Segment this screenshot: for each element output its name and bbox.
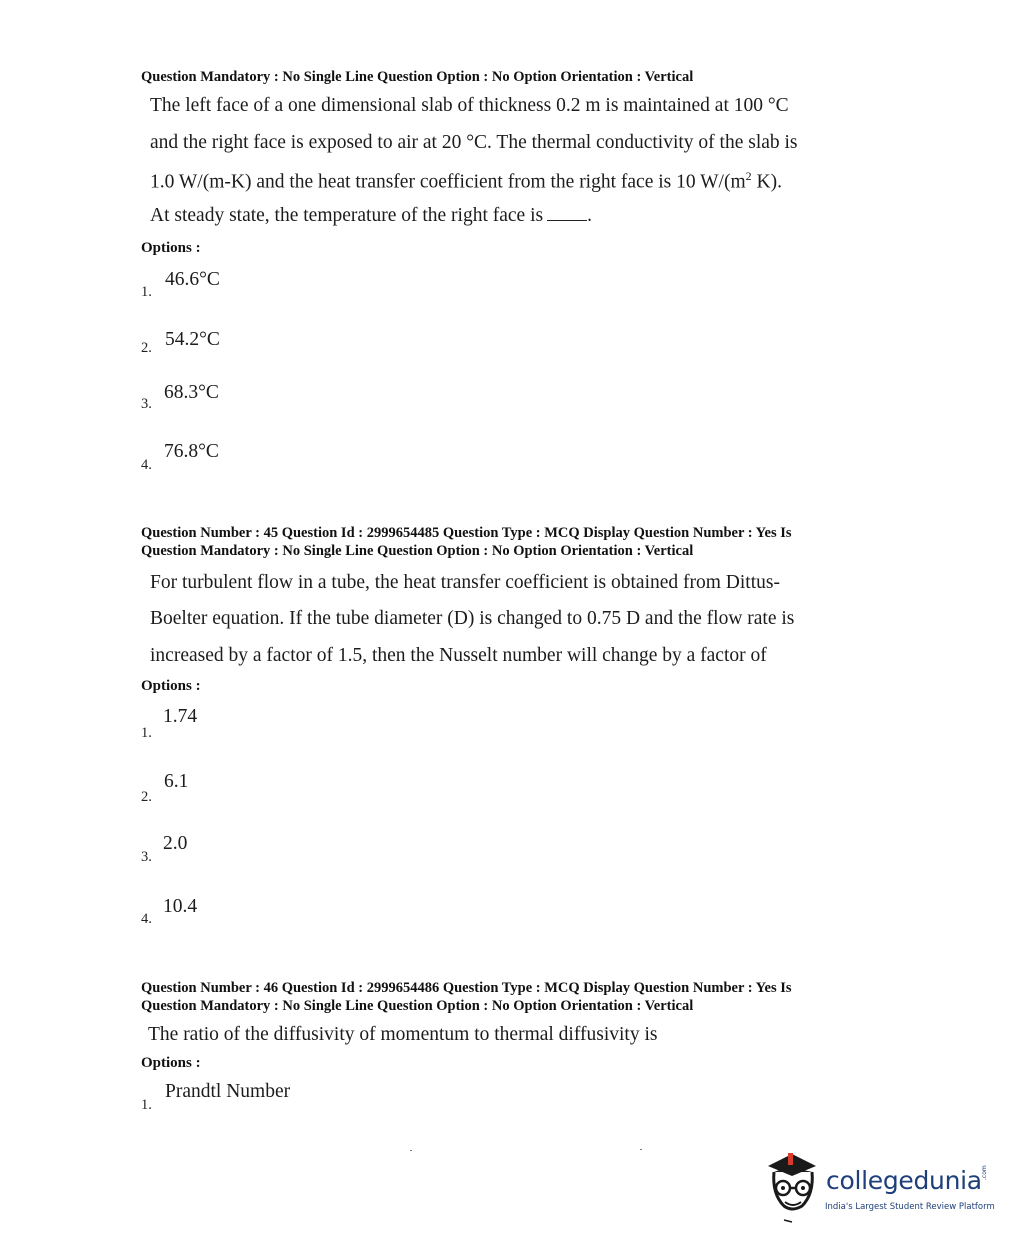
question-text-line: The ratio of the diffusivity of momentum to thermal diffusivity is bbox=[148, 1024, 658, 1045]
option-number: 2. bbox=[141, 340, 152, 356]
question-text-line: Boelter equation. If the tube diameter (D) is changed to 0.75 D and the flow rate is bbox=[150, 608, 795, 629]
option-text: 6.1 bbox=[164, 771, 189, 792]
option-text: 1.74 bbox=[163, 706, 198, 727]
question-text-line: The left face of a one dimensional slab of thickness 0.2 m is maintained at 100 °C bbox=[150, 95, 789, 116]
question-text-line: At steady state, the temperature of the right face is . bbox=[150, 205, 592, 226]
option-text: Prandtl Number bbox=[165, 1081, 291, 1102]
option-text: 68.3°C bbox=[164, 382, 219, 403]
logo-suffix: .com bbox=[981, 1165, 988, 1180]
option-text: 10.4 bbox=[163, 896, 198, 917]
logo-wordmark: collegedunia bbox=[826, 1166, 982, 1195]
question-text-line: and the right face is exposed to air at 20 °C. The thermal conductivity of the slab is bbox=[150, 132, 798, 153]
option-number: 3. bbox=[141, 396, 152, 412]
question-text-line: For turbulent flow in a tube, the heat transfer coefficient is obtained from Dittus- bbox=[150, 572, 780, 593]
question-meta: Question Mandatory : No Single Line Question Option : No Option Orientation : Vertical bbox=[141, 998, 694, 1014]
question-meta: Question Number : 45 Question Id : 2999654485 Question Type : MCQ Display Question Number : Yes Is bbox=[141, 525, 792, 541]
question-meta: Question Mandatory : No Single Line Question Option : No Option Orientation : Vertical bbox=[141, 69, 694, 85]
question-meta: Question Mandatory : No Single Line Question Option : No Option Orientation : Vertical bbox=[141, 543, 694, 559]
option-text: 54.2°C bbox=[165, 329, 220, 350]
question-text-line: increased by a factor of 1.5, then the Nusselt number will change by a factor of bbox=[150, 645, 767, 666]
scan-mark bbox=[640, 1149, 642, 1150]
option-text: 2.0 bbox=[163, 833, 188, 854]
option-number: 4. bbox=[141, 457, 152, 473]
scan-mark bbox=[410, 1150, 412, 1151]
question-text-line: 1.0 W/(m-K) and the heat transfer coefficient from the right face is 10 $W/(m^2$ K). bbox=[150, 169, 782, 193]
option-text: 46.6°C bbox=[165, 269, 220, 290]
options-label: Options : bbox=[141, 1055, 201, 1071]
option-number: 1. bbox=[141, 725, 152, 741]
answer-blank bbox=[547, 206, 587, 221]
option-number: 4. bbox=[141, 911, 152, 927]
option-number: 3. bbox=[141, 849, 152, 865]
options-label: Options : bbox=[141, 240, 201, 256]
option-number: 2. bbox=[141, 789, 152, 805]
option-number: 1. bbox=[141, 284, 152, 300]
option-text: 76.8°C bbox=[164, 441, 219, 462]
logo-tagline: India's Largest Student Review Platform bbox=[825, 1202, 995, 1212]
options-label: Options : bbox=[141, 678, 201, 694]
option-number: 1. bbox=[141, 1097, 152, 1113]
question-meta: Question Number : 46 Question Id : 2999654486 Question Type : MCQ Display Question Number : Yes Is bbox=[141, 980, 792, 996]
